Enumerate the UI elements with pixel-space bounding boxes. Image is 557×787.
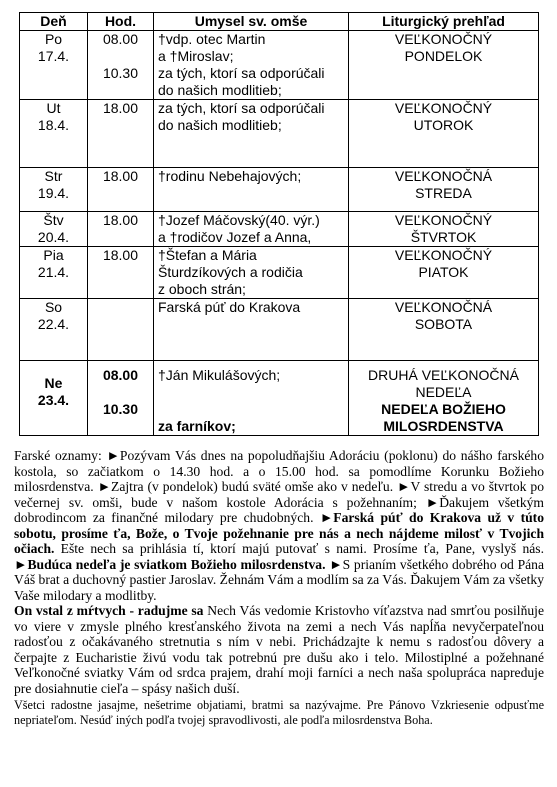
hour-cell-line: 18.00 bbox=[102, 100, 139, 116]
intention-cell-line: †vdp. otec Martin bbox=[158, 31, 266, 47]
table-header-row bbox=[20, 13, 539, 31]
intention-cell-line: do našich modlitieb; bbox=[158, 82, 282, 98]
hour-cell-line: 18.00 bbox=[102, 168, 139, 184]
mass-schedule bbox=[19, 12, 538, 436]
intention-cell-line: †Štefan a Mária bbox=[158, 247, 257, 263]
hour-cell-line bbox=[90, 48, 151, 65]
table-row bbox=[20, 100, 539, 168]
liturgy-cell-line: VEĽKONOČNÝ bbox=[394, 247, 493, 263]
intention-cell-line: za tých, ktorí sa odporúčali bbox=[158, 100, 325, 116]
liturgy-cell-line: VEĽKONOČNÝ bbox=[394, 212, 493, 228]
day-cell-line: Ut bbox=[46, 100, 61, 116]
hour-cell-line bbox=[90, 384, 151, 401]
liturgy-cell-line: MILOSRDENSTVA bbox=[383, 418, 504, 434]
table-row bbox=[20, 212, 539, 247]
day-cell bbox=[20, 168, 88, 212]
day-cell-line: 17.4. bbox=[37, 48, 70, 64]
hour-cell-line: 08.00 bbox=[102, 367, 139, 383]
hour-cell-line bbox=[90, 299, 151, 316]
day-cell-line: Str bbox=[44, 168, 63, 184]
announcement-segment: On vstal z mŕtvych - radujme sa bbox=[14, 603, 204, 618]
day-cell-line: 19.4. bbox=[37, 185, 70, 201]
hour-cell bbox=[88, 361, 154, 436]
intention-cell bbox=[154, 299, 349, 361]
intention-cell-line: a †rodičov Jozef a Anna, bbox=[158, 229, 312, 245]
hour-cell bbox=[88, 100, 154, 168]
intention-cell-line: za farníkov; bbox=[158, 418, 236, 434]
day-cell bbox=[20, 212, 88, 247]
table-row bbox=[20, 299, 539, 361]
header-intention: Umysel sv. omše bbox=[154, 13, 349, 31]
day-cell-line: Pia bbox=[43, 247, 64, 263]
liturgy-cell-line: VEĽKONOČNÁ bbox=[394, 299, 493, 315]
header-day: Deň bbox=[20, 13, 88, 31]
intention-cell-line: z oboch strán; bbox=[158, 281, 246, 297]
hour-cell bbox=[88, 31, 154, 100]
day-cell-line: Štv bbox=[43, 212, 64, 228]
header-hour: Hod. bbox=[88, 13, 154, 31]
day-cell bbox=[20, 247, 88, 299]
hour-cell bbox=[88, 247, 154, 299]
liturgy-cell-line: PIATOK bbox=[418, 264, 469, 280]
intention-cell bbox=[154, 247, 349, 299]
liturgy-cell-line: NEDEĽA BOŽIEHO bbox=[381, 401, 506, 417]
hour-cell bbox=[88, 212, 154, 247]
liturgy-cell bbox=[349, 299, 539, 361]
day-cell-line: 22.4. bbox=[37, 316, 70, 332]
liturgy-cell bbox=[349, 361, 539, 436]
liturgy-cell-line: VEĽKONOČNÝ bbox=[394, 31, 493, 47]
announcement-segment: ►Budúca nedeľa je sviatkom Božieho milosrdenstva. bbox=[14, 556, 326, 572]
table-row bbox=[20, 168, 539, 212]
intention-cell-line: Farská púť do Krakova bbox=[158, 299, 301, 315]
day-cell-line: 23.4. bbox=[37, 392, 70, 408]
day-cell-line: Po bbox=[44, 31, 63, 47]
intention-cell-line: do našich modlitieb; bbox=[158, 117, 282, 133]
easter-greeting-paragraph bbox=[14, 603, 544, 696]
liturgy-cell-line: STREDA bbox=[415, 185, 472, 201]
liturgy-cell-line: UTOROK bbox=[413, 117, 474, 133]
day-cell bbox=[20, 299, 88, 361]
day-cell-line: 21.4. bbox=[37, 264, 70, 280]
day-cell-line: So bbox=[44, 299, 63, 315]
intention-cell-line bbox=[158, 401, 346, 418]
intention-cell bbox=[154, 361, 349, 436]
liturgy-cell-line: VEĽKONOČNÝ bbox=[394, 100, 493, 116]
liturgy-cell bbox=[349, 31, 539, 100]
liturgy-cell bbox=[349, 247, 539, 299]
hour-cell-line: 08.00 bbox=[102, 31, 139, 47]
schedule-table bbox=[19, 12, 539, 436]
day-cell-line: Ne bbox=[44, 375, 63, 391]
announcement-paragraph bbox=[14, 448, 544, 603]
announcement-segment: ►S prianím všetkého dobrého od Pána Váš brat a duchovný pastier Jaroslav. Žehnám Vám a modlím sa za Vás. Ďakujem Vám za všetky Vaše milodary a modlitby. bbox=[14, 556, 544, 603]
intention-cell-line: †rodinu Nebehajových; bbox=[158, 168, 302, 184]
liturgy-cell-line: PONDELOK bbox=[404, 48, 483, 64]
liturgy-cell-line: NEDEĽA bbox=[415, 384, 472, 400]
liturgy-cell bbox=[349, 168, 539, 212]
day-cell-line: 18.4. bbox=[37, 117, 70, 133]
hour-cell-line: 10.30 bbox=[102, 401, 139, 417]
intention-cell bbox=[154, 168, 349, 212]
liturgy-cell-line: DRUHÁ VEĽKONOČNÁ bbox=[368, 367, 519, 383]
hour-cell bbox=[88, 299, 154, 361]
announcement-segment: Farské oznamy: ►Pozývam Vás dnes na popoludňajšiu Adoráciu (poklonu) do nášho farského kostola, so začiatkom o 14.30 hod. a o 15.00 hod. sa pomodlíme Korunku Božieho milosrdenstva. ►Zajtra (v pondelok) budú sväté omše ako v nedeľu. ►V stredu a vo štvrtok po večernej sv. omši, bude v našom kostole Adorácia s požehnaním; ►Ďakujem všetkým dobrodincom za finančné milodary pre chudobných. bbox=[14, 448, 544, 525]
hour-cell-line: 10.30 bbox=[102, 65, 139, 81]
intention-cell bbox=[154, 31, 349, 100]
hour-cell-line: 18.00 bbox=[102, 247, 139, 263]
liturgy-cell bbox=[349, 100, 539, 168]
intention-cell bbox=[154, 100, 349, 168]
announcement-segment: ►Farská púť do Krakova už v túto sobotu, prosíme ťa, Bože, o Tvoje požehnanie pre nás a nech nájdeme milosť v Tvojich očiach. bbox=[14, 510, 544, 556]
intention-cell bbox=[154, 212, 349, 247]
liturgy-cell bbox=[349, 212, 539, 247]
header-liturgy: Liturgický prehľad bbox=[349, 13, 539, 31]
hour-cell-line: 18.00 bbox=[102, 212, 139, 228]
day-cell bbox=[20, 100, 88, 168]
announcement-segment: Nech Vás vedomie Kristovho víťazstva nad smrťou posilňuje vo viere v zmysle plného kresťanského života na zemi a nech Vás napĺňa nevyčerpateľnou radosťou z očakávaného stretnutia s ním v nebi. Prichádzajte k nemu s radosťou dôvery a čerpajte z Eucharistie živú vodu tak potrebnú pre dušu ako i telo. Milostiplné a požehnané Veľkonočné sviatky Vám od srdca prajem, drahí moji farníci a nech naša spolupráca napreduje pre dosiahnutie cieľa – spásy našich duší. bbox=[14, 603, 544, 696]
liturgy-cell-line: ŠTVRTOK bbox=[410, 229, 477, 245]
liturgy-cell-line: SOBOTA bbox=[414, 316, 473, 332]
parish-announcements bbox=[14, 448, 544, 727]
hour-cell bbox=[88, 168, 154, 212]
table-row bbox=[20, 247, 539, 299]
intention-cell-line bbox=[158, 384, 346, 401]
day-cell bbox=[20, 361, 88, 436]
closing-verse: Všetci radostne jasajme, nešetrime objatiami, bratmi sa nazývajme. Pre Pánovo Vzkriesenie odpusťme nepriateľom. Nesúď iných podľa tvojej spravodlivosti, ale podľa milosrdenstva Boha. bbox=[14, 698, 544, 727]
announcement-segment: Ešte nech sa prihlásia tí, ktorí majú putovať s nami. Prosíme ťa, Pane, vyslyš nás. bbox=[54, 541, 544, 556]
intention-cell-line: za tých, ktorí sa odporúčali bbox=[158, 65, 325, 81]
intention-cell-line: †Ján Mikulášových; bbox=[158, 367, 281, 383]
day-cell-line: 20.4. bbox=[37, 229, 70, 245]
intention-cell-line: †Jozef Máčovský(40. výr.) bbox=[158, 212, 320, 228]
table-row bbox=[20, 361, 539, 436]
table-row bbox=[20, 31, 539, 100]
intention-cell-line: Šturdzíkových a rodičia bbox=[158, 264, 303, 280]
day-cell bbox=[20, 31, 88, 100]
intention-cell-line: a †Miroslav; bbox=[158, 48, 234, 64]
liturgy-cell-line: VEĽKONOČNÁ bbox=[394, 168, 493, 184]
